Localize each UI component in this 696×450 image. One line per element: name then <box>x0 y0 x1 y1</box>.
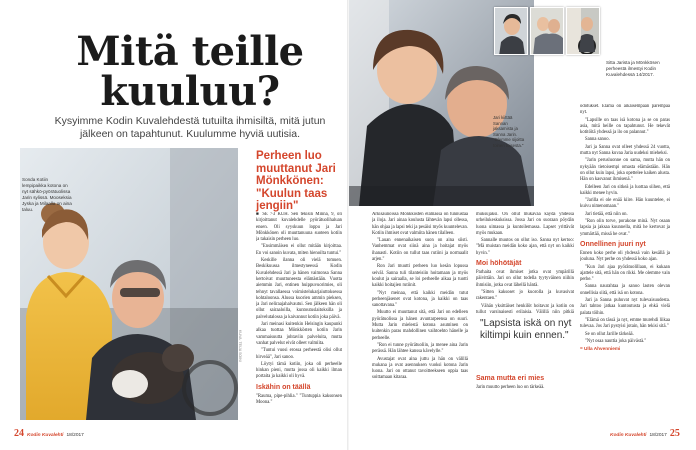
paragraph: Sanna sanoo. <box>585 137 610 143</box>
inset-photo <box>494 7 528 55</box>
paragraph: "Lapsille on taas isä kotona ja se on paras asia, mitä heille on tapahtunut. He tekevät kotitöitä yhdessä ja ilo on palannut." <box>580 117 670 136</box>
paragraph: "Rauma, pipe-pihlia." "Tuntuppia kaksonsen Moona." <box>256 393 342 406</box>
photo-caption: Jari kiittää Sannan jaksamista ja Sanna Jarin. "Olemme sijoitta toinen toisesta." <box>493 115 525 148</box>
paragraph: "Nyt meinaa, että kaikki meidän tutut perheenjäsenet ovat kotona, ja kaikki on taas sanottavana." <box>372 290 468 309</box>
paragraph: Jarin muutto perheen luo on tärkeää. <box>476 385 545 390</box>
inset-photo-illustration <box>531 8 564 55</box>
folio-right <box>610 428 680 439</box>
paragraph: "Jarilla ei ole enää kiire. Hän kuuntelee, ei kuivu nimenomaan." <box>580 198 670 210</box>
magazine-name: Kodin Kuvalehti <box>27 433 64 438</box>
paragraph: Avustajat ovat aina juttu ja hän on välillä mukana ja ovat asennuksen vuoksi kotona Jarin luona. Jari on ottanut tavoitteekseen oppia taas soittamaan kitaraa. <box>372 356 468 381</box>
issue-number: 18/2017 <box>649 433 667 438</box>
paragraph: Jari tietää, että niin on. <box>585 211 628 217</box>
paragraph: Ron Jari muutti perheen luo kesän lopussa seiväl. Sanna tuli tilanteisiin hoitamaan ja myös koulut ja sairaalla, se loi perheelle aikaa ja tuotti kaikki hoitajien rutiinit. <box>372 264 468 289</box>
paragraph: odotukset. Elämä on aikaisempaan parempaa nyt. <box>580 104 670 116</box>
headline: Mitä teille kuuluu? <box>76 28 304 115</box>
page-number: 24 <box>14 428 24 439</box>
paragraph: Muutto ei muuttanut sitä, että Jari on edelleen pyörätuolissa ja hänen avuntarpeensa on suuri. Mutta Jarin mielestä kotona asuminen on kuitenkin paras mahdollinen vaihtoehto hänelle ja perheelle. <box>372 310 468 341</box>
paragraph: "Ron ei tunne pyörätuoliin, ja menee aina Jarin perässä. Hän lähtee kanssa kävelylle." <box>372 342 468 355</box>
inset-caption: Sitta Jarista ja Mönkkösen perheestä ilmestyi Kodin Kuvalehdessä 14/2017. <box>606 60 660 77</box>
paragraph: muksujaksi. On ollut mukavaa käydä yhdessä urheilukeskuksissa. Jossa Jari on suoraan pöydän luona uimassa ja kuntoilemassa. Lapset yrittävät myös mukaan. <box>476 212 574 236</box>
folio-left <box>14 428 84 439</box>
paragraph: ■ SE >3 KUH. Sen tekisin Minna, 9, oli kirjoittanut kuvalehdelle pyörätuolihaluan ensen. Oli syyskuun loppu ja Jari Mönkkönen oli muuttanuuna suoteen kotiin ja takaisin perheen luo. <box>256 212 342 243</box>
subheading: Iskähin on täällä <box>256 383 311 391</box>
paragraph: Arkisaunoissa Mönkkösten elämässä on tunnustaa ja iloja. Jari ainaa koulusta lähtevän lapsi ollessa, hän ohjaa ja lapsi teki ja pesäisi myös kuuntelevan. Kotiin ihmiset ovat valmiita hänen tilalleen. <box>372 212 468 236</box>
photo-caption: Sonda Kotiin lempipaikka kotona on nyt sähkö-pyörätuolissa Jarin sylissä. Mooseksia Jyska ja Milaalla on aina taluu. <box>22 177 72 212</box>
paragraph: "Kun Jari ajaa pyörätuolillaan, ei kukaan ajattele sitä, että hän on rikki. Me olemme vain perhe." <box>580 264 670 283</box>
inset-photo <box>566 7 600 55</box>
paragraph: "Elämä on tässä ja nyt, emme murehdi liikaa tulevaa. Jos Jari pystyisi jotain, hän tekisi sitä." <box>580 317 670 330</box>
lead-paragraph: Kysyimme Kodin Kuvalehdestä tutuilta ihmisiltä, mitä jutun jälkeen on tapahtunut. Kuulumme hyviä uutisia. <box>54 115 326 140</box>
paragraph: Vähän yksittäiset henkilöt hoitavat ja kotiin on tullut varsinaisesti erilaisia. Välillä niin pitkiä <box>476 303 574 315</box>
paragraph: Löytyi tämä kotiin, joka oli perheelle hinkan pieni, mutta jossa oli kaikki ilman portaita ja kaikki oli hyvä. <box>256 361 342 380</box>
paragraph: Ennen koko perhe oli yhdessä vain kesällä ja jouluna. Nyt perhe on yhdessä koko ajan. <box>580 250 670 263</box>
photo-credit: KUVA: TEIJA SOINI <box>238 330 242 362</box>
paragraph: Jari meinasi kuitenkin Helsingin kaupunki alkaa tuottaa Mönkkösten kotiin Jarin vammaisuutta johtaviin palveluita, mutta vanhat palvelut eivät olleet valmiita. <box>256 322 342 346</box>
inset-photo-illustration <box>495 8 528 55</box>
paragraph: Parhaita ovat ihmiset jotka ovat ympärillä päivittäin. Jari on ollut todella tyytyväinen niihin ihmisiin, jotka ovat lähellä häntä. <box>476 270 574 288</box>
paragraph: "Lauan ennenaikaisen suon on aina siisti. Vanhemmat ovat siinä aina ja hoitajat myös ihanasti. Kotiin on tullut taas rutiini ja normaalit arjen." <box>372 238 468 263</box>
paragraph: Se on ollut Jarille tärkeää. <box>585 331 634 337</box>
text-column-3-end <box>476 372 574 422</box>
story-title: Perheen luo muuttanut Jari Mönkkönen: "Kuulun taas jengiin" <box>256 150 336 212</box>
inset-photo-illustration <box>567 8 600 55</box>
paragraph: Jari ja Sanna ovat olleet yhdessä 24 vuotta, mutta nyt Sanna kuvaa Jaria uudeksi mieheksi. <box>580 144 670 157</box>
paragraph: "Tuntui vuosi erossa perheestä olisi ollut hirveää", Jari sanoo. <box>256 348 342 360</box>
magazine-name: Kodin Kuvalehti <box>610 433 647 438</box>
paragraph: "Ron olin torve, porakone minä. Nyt osaan lapsia ja jaksaa kuunnella, mitä he kertovat ja ymmärtää, missä he ovat." <box>580 219 670 237</box>
paragraph: Sannalle muutos on ollut iso. Sanna nyt kertoo: "Mä muistan meidän koko ajan, että nyt on kaikki hyvin." <box>476 238 574 256</box>
text-column-1 <box>256 212 342 422</box>
pull-quote-text: "Lapsista iskä on nyt kiltimpi kuin ennen." <box>480 318 572 341</box>
paragraph: Sanna naurahtaa ja sanoo lasten olevan onnellisia siitä, että isä on kotona. <box>580 284 670 296</box>
pull-quote <box>480 318 580 342</box>
paragraph: Edelleen Jari on sitkeä ja luottaa siihen, että kaikki menee hyvin. <box>580 184 670 196</box>
paragraph: "Jarin perusluonne on sama, mutta hän on nykyään tietoisempi omasta elämästään. Hän on ollut kuin lapsi, joka opettelee kaiken alusta. Hän on kasvanut ihmisenä." <box>580 158 670 183</box>
paragraph: "Nyt osaa nauttia joka päivästä." <box>585 338 647 344</box>
subheading: Onnellinen juuri nyt <box>580 240 646 248</box>
issue-number: 18/2017 <box>66 433 84 438</box>
text-column-4 <box>580 104 670 424</box>
subheading: Sama mutta eri mies <box>476 375 545 382</box>
text-column-3 <box>476 212 574 316</box>
paragraph: Jari ja Sanna puhuvat nyt tulevaisuudesta. Jari tahtoo jatkaa kuntoutusta ja ehkä vielä palata töihin. <box>580 298 670 316</box>
paragraph: "Ensimmäisen ei ollut mitään kirjoittaa. En voi sanoin kuvata, miten hienoilta tuntui." <box>256 244 342 256</box>
paragraph: Keskille ilanna oli vielä tomuen. Beskikuussa ilmestyneessä Kodin Kuvalehdessä Jari ja hänen vaimonsa Sanna kertoivat muuttuneesta elämästään. Vuotta aiemmin Jari, entinen huippuvuorimies, oli tehnyt tavallaessa voimistelukarjaiuttoksessa kohtaloonsa. Alussa kuorien ammin pieksen, ja Jari neliraajahalvautui. Sen jälkeen hän oli ollut sairaaloilla, kuntoutuslaitoksilla ja palvelutalossa ja kaivannut kotiin joka päivä. <box>256 258 342 320</box>
paragraph: "Sitten kaksoset jo kuorolla ja kuvasivat rakentaen." <box>476 289 574 302</box>
page-number: 25 <box>669 428 680 439</box>
byline: = Ulla Ahvenniemi <box>580 346 621 352</box>
inset-photo <box>530 7 564 55</box>
text-column-2 <box>372 212 468 422</box>
subheading: Moi höhötäjät <box>476 260 522 268</box>
